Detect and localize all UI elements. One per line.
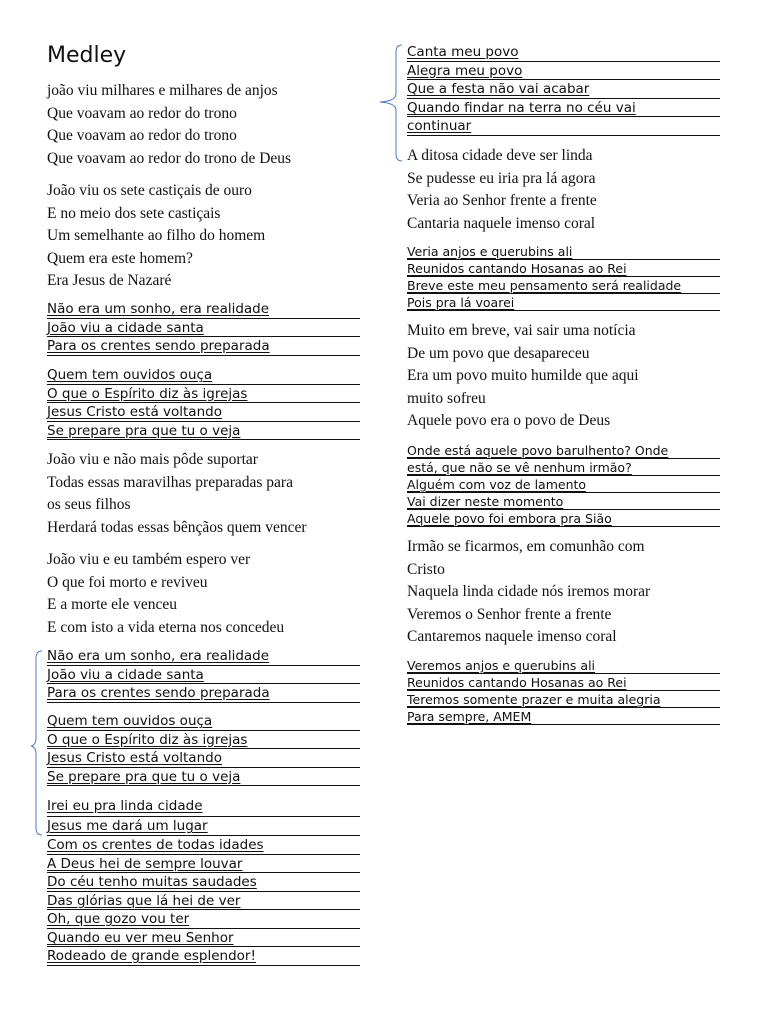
lyric-line: muito sofreu (407, 389, 486, 407)
chorus-line: Para sempre, AMEM (407, 708, 737, 725)
chorus-line: Não era um sonho, era realidade (47, 300, 367, 319)
chorus-line: Alegra meu povo (407, 62, 737, 81)
stanza (47, 449, 367, 539)
lyric-line: E no meio dos sete castiçais (47, 204, 221, 222)
lyric-line: Era um povo muito humilde que aqui (407, 367, 639, 384)
stanza (407, 145, 737, 235)
lyric-line: Se pudesse eu iria pra lá agora (407, 169, 596, 187)
page-title: Medley (47, 43, 127, 68)
lyric-line: Irmão se ficarmos, em comunhão com (407, 538, 645, 555)
chorus-stanza (407, 657, 737, 725)
chorus-line: Quem tem ouvidos ouça (47, 366, 367, 385)
chorus-line: Se prepare pra que tu o veja (47, 768, 367, 787)
chorus-line: Onde está aquele povo barulhento? Onde (407, 442, 737, 459)
chorus-line: Para os crentes sendo preparada (47, 684, 367, 703)
chorus-stanza (407, 442, 737, 527)
stanza (407, 320, 737, 433)
stanza (47, 549, 367, 639)
lyric-line: Todas essas maravilhas preparadas para (47, 473, 293, 491)
lyric-line: O que foi morto e reviveu (47, 573, 208, 591)
chorus-line: Jesus Cristo está voltando (47, 403, 367, 422)
lyric-line: Herdará todas essas bênçãos quem vencer (47, 518, 307, 536)
chorus-line: João viu a cidade santa (47, 666, 367, 685)
chorus-stanza (47, 366, 367, 440)
chorus-line: está, que não se vê nenhum irmão? (407, 459, 737, 476)
chorus-line: Não era um sonho, era realidade (47, 647, 367, 666)
brace-icon (378, 44, 406, 162)
lyric-line: os seus filhos (47, 496, 131, 513)
chorus-line: Se prepare pra que tu o veja (47, 422, 367, 441)
chorus-line: O que o Espírito diz às igrejas (47, 385, 367, 404)
chorus-stanza (407, 243, 737, 311)
chorus-line: Canta meu povo (407, 43, 737, 62)
lyric-line: Que voavam ao redor do trono (47, 127, 237, 144)
chorus-stanza (47, 300, 367, 356)
lyric-line: Que voavam ao redor do trono (47, 104, 237, 122)
lyric-line: Cantaremos naquele imenso coral (407, 628, 617, 645)
chorus-line: Jesus Cristo está voltando (47, 749, 367, 768)
chorus-line: Jesus me dará um lugar (47, 817, 367, 836)
chorus-line: Reunidos cantando Hosanas ao Rei (407, 674, 737, 691)
lyric-line: joão viu milhares e milhares de anjos (47, 82, 278, 99)
lyric-line: Era Jesus de Nazaré (47, 272, 172, 289)
chorus-line: Quando findar na terra no céu vai (407, 99, 737, 118)
chorus-line: Veria anjos e querubins ali (407, 243, 737, 260)
lyric-line: Um semelhante ao filho do homem (47, 227, 266, 244)
lyric-line: Veria ao Senhor frente a frente (407, 192, 597, 209)
lyric-line: Quem era este homem? (47, 249, 193, 267)
stanza (47, 80, 367, 170)
chorus-line: Com os crentes de todas idades (47, 836, 367, 855)
chorus-line: João viu a cidade santa (47, 319, 367, 338)
chorus-line: Das glórias que lá hei de ver (47, 892, 367, 911)
chorus-line: Quando eu ver meu Senhor (47, 929, 367, 948)
lyric-line: E com isto a vida eterna nos concedeu (47, 618, 285, 636)
chorus-line: Quem tem ouvidos ouça (47, 712, 367, 731)
lyric-line: De um povo que desapareceu (407, 344, 590, 362)
lyric-line: Aquele povo era o povo de Deus (407, 412, 611, 429)
stanza (407, 536, 737, 649)
brace-icon (30, 650, 46, 836)
chorus-line: Para os crentes sendo preparada (47, 337, 367, 356)
chorus-line: Alguém com voz de lamento (407, 476, 737, 493)
chorus-stanza (47, 647, 367, 703)
lyric-line: E a morte ele venceu (47, 596, 177, 613)
lyric-line: Cristo (407, 560, 445, 578)
lyric-line: Que voavam ao redor do trono de Deus (47, 149, 292, 167)
chorus-line: Aquele povo foi embora pra Sião (407, 510, 737, 527)
lyric-line: Naquela linda cidade nós iremos morar (407, 583, 651, 600)
lyric-line: João viu os sete castiçais de ouro (47, 182, 252, 199)
chorus-line: Pois pra lá voarei (407, 294, 737, 311)
chorus-line: Oh, que gozo vou ter (47, 910, 367, 929)
lyric-line: Veremos o Senhor frente a frente (407, 605, 612, 623)
lyric-line: Muito em breve, vai sair uma notícia (407, 322, 636, 339)
chorus-line: continuar (407, 117, 737, 136)
chorus-line: Do céu tenho muitas saudades (47, 873, 367, 892)
chorus-line: Vai dizer neste momento (407, 493, 737, 510)
chorus-line: Irei eu pra linda cidade (47, 796, 367, 817)
chorus-line: Rodeado de grande esplendor! (47, 947, 367, 966)
chorus-line: O que o Espírito diz às igrejas (47, 731, 367, 750)
chorus-stanza (407, 43, 737, 136)
chorus-line: Que a festa não vai acabar (407, 80, 737, 99)
lyric-line: João viu e não mais pôde suportar (47, 451, 258, 468)
chorus-line: Breve este meu pensamento será realidade (407, 277, 737, 294)
chorus-line: Veremos anjos e querubins ali (407, 657, 737, 674)
lyric-line: A ditosa cidade deve ser linda (407, 147, 593, 164)
chorus-stanza (47, 712, 367, 786)
lyric-line: Cantaria naquele imenso coral (407, 214, 596, 232)
stanza (47, 180, 367, 293)
chorus-stanza (47, 796, 367, 966)
chorus-line: Teremos somente prazer e muita alegria (407, 691, 737, 708)
chorus-line: Reunidos cantando Hosanas ao Rei (407, 260, 737, 277)
chorus-line: A Deus hei de sempre louvar (47, 855, 367, 874)
lyric-line: João viu e eu também espero ver (47, 551, 251, 568)
